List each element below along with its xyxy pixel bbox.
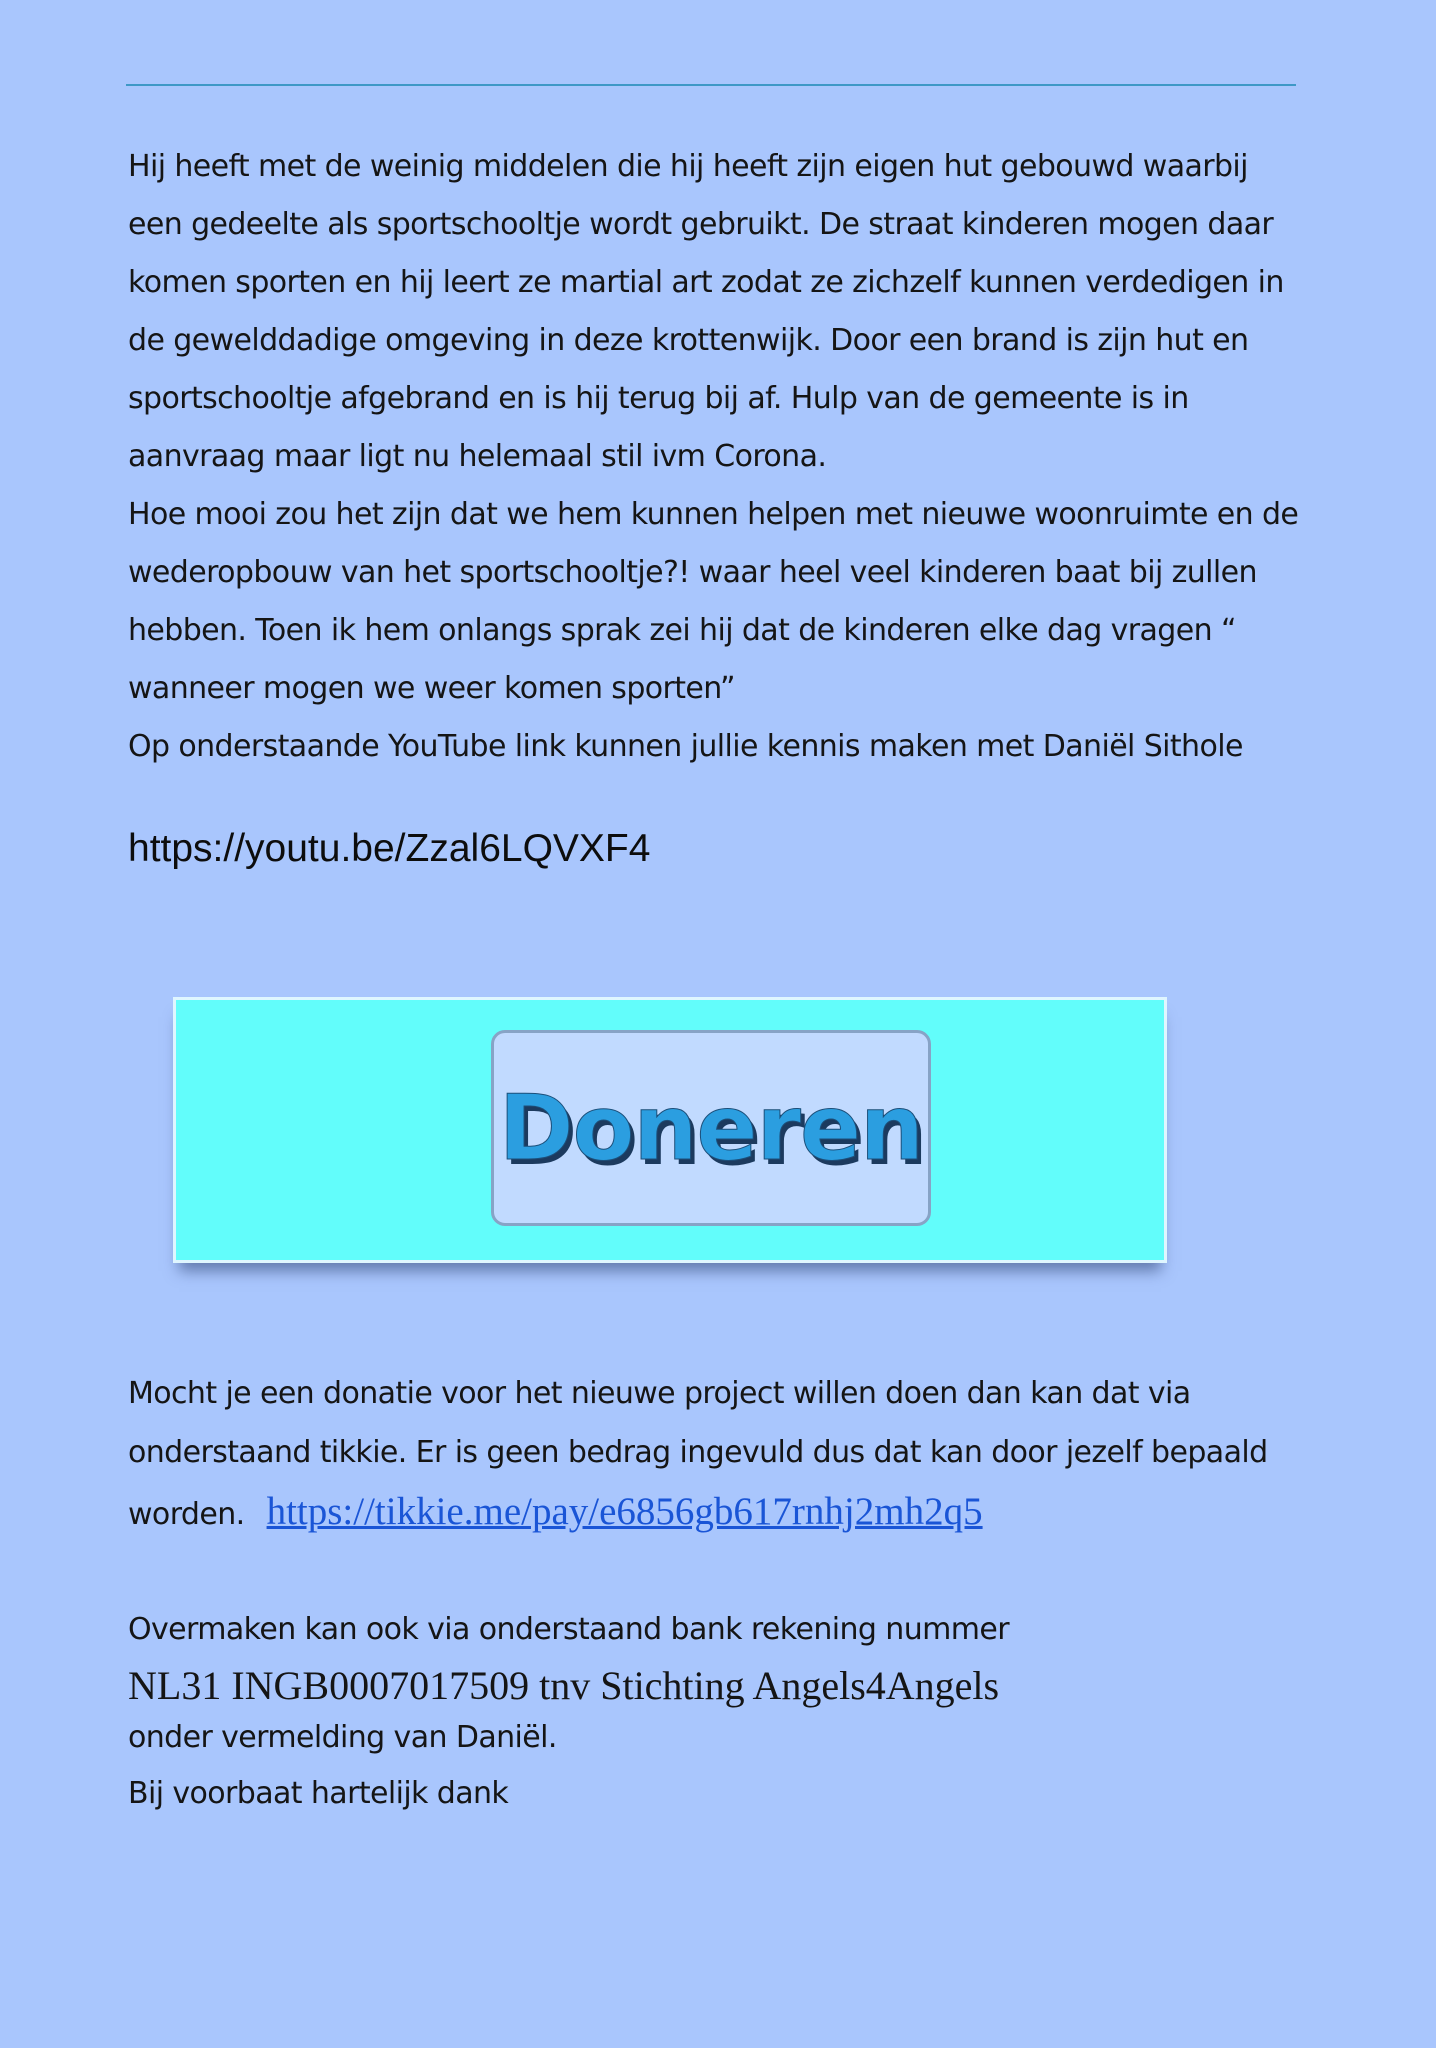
bank-iban: NL31 INGB0007017509 tnv Stichting Angels4Angels (128, 1663, 1000, 1708)
donation-instructions (128, 1364, 1308, 1544)
donation-text: Mocht je een donatie voor het nieuwe project willen doen dan kan dat via onderstaand tikkie. Er is geen bedrag ingevuld dus dat kan door jezelf bepaald worden. (128, 1376, 1268, 1532)
bank-details (128, 1602, 1308, 1822)
donate-button[interactable] (173, 997, 1167, 1263)
donation-paragraph (128, 1364, 1308, 1544)
story-paragraph-1: Hij heeft met de weinig middelen die hij heeft zijn eigen hut gebouwd waarbij een gedeelte als sportschooltje wordt gebruikt. De straat kinderen mogen daar komen sporten en hij leert ze martial art zodat ze zichzelf kunnen verdedigen in de gewelddadige omgeving in deze krottenwijk. Door een brand is zijn hut en sportschooltje afgebrand en is hij terug bij af. Hulp van de gemeente is in aanvraag maar ligt nu helemaal stil ivm Corona. (128, 149, 1284, 474)
youtube-link[interactable]: https://youtu.be/Zzal6LQVXF4 (128, 827, 651, 870)
bank-reference: onder vermelding van Daniël. (128, 1720, 557, 1755)
story-paragraph-3: Op onderstaande YouTube link kunnen jullie kennis maken met Daniël Sithole (128, 729, 1243, 764)
donate-button-label: Doneren (498, 1075, 924, 1181)
tikkie-link[interactable]: https://tikkie.me/pay/e6856gb617rnhj2mh2q5 (266, 1490, 983, 1533)
donate-button-plate (491, 1030, 931, 1226)
top-divider (126, 84, 1296, 86)
story-text (128, 138, 1308, 776)
bank-intro: Overmaken kan ook via onderstaand bank rekening nummer (128, 1612, 1009, 1647)
thanks-text: Bij voorbaat hartelijk dank (128, 1776, 509, 1811)
story-paragraph-2: Hoe mooi zou het zijn dat we hem kunnen helpen met nieuwe woonruimte en de wederopbouw van het sportschooltje?! waar heel veel kinderen baat bij zullen hebben. Toen ik hem onlangs sprak zei hij dat de kinderen elke dag vragen “ wanneer mogen we weer komen sporten” (128, 497, 1299, 706)
